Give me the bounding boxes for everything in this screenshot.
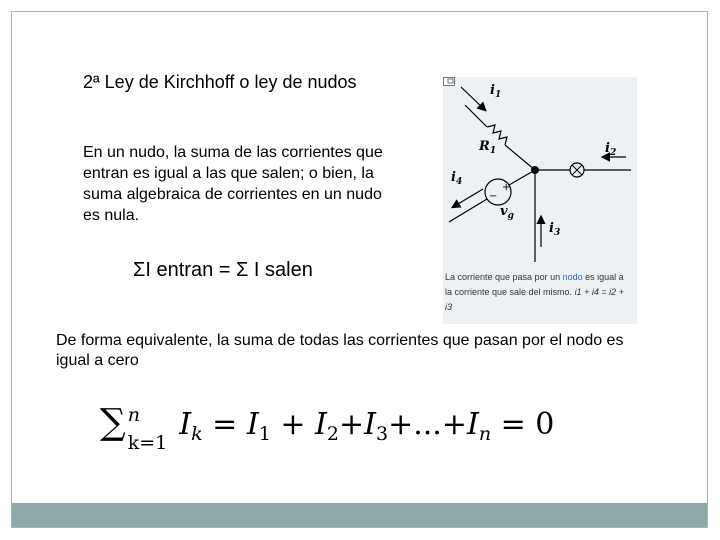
node-circuit-diagram [443,77,637,270]
svg-text:−: − [489,191,498,202]
summation-symbol: ∑ [100,402,126,443]
sum-formula: ∑ n k=1 $I_k = I_1 + I_2+I_3+...+I_n = 0$ [100,398,554,459]
resistor-r1-icon [487,125,507,145]
definition-paragraph: En un nudo, la suma de las corrientes que entran es igual a las que salen; o bien, la suma algebraica de corrientes en un nudo es nula. [83,144,383,224]
footer-bar [12,503,707,527]
svg-text:+: + [502,182,511,193]
wire-source [509,170,535,185]
svg-text:vg: $v_g$ [500,204,514,221]
node-dot [531,166,539,174]
svg-text:i2: $i_2$ [605,141,617,158]
enlarge-icon[interactable] [443,77,455,86]
svg-text:i3: $i_3$ [549,221,561,238]
sum-lower-limit: k=1 [127,432,168,454]
svg-text:i1: $i_1$ [490,83,502,100]
sum-upper-limit: n [127,404,140,426]
figure-caption: La corriente que pasa por un nodo es igual a la corriente que sale del mismo. i1 + i4 = i2 + i3 [445,272,624,312]
svg-text:R1: $R_1$ [479,139,497,156]
kirchhoff-node-figure [443,77,637,324]
caption-equation: i1 + i4 = i2 + i3 [445,287,624,312]
slide-title: 2ª Ley de Kirchhoff o ley de nudos [83,72,357,92]
rule-equation: ΣI entran = Σ I salen [133,259,313,281]
svg-text:i4: $i_4$ [451,170,463,187]
nodo-link[interactable]: nodo [562,272,583,282]
equivalent-statement: De forma equivalente, la suma de todas las corrientes que pasan por el nodo es igual a cero [56,332,624,369]
wire-r1-bottom [505,145,535,170]
arrow-i1-icon [461,87,485,110]
